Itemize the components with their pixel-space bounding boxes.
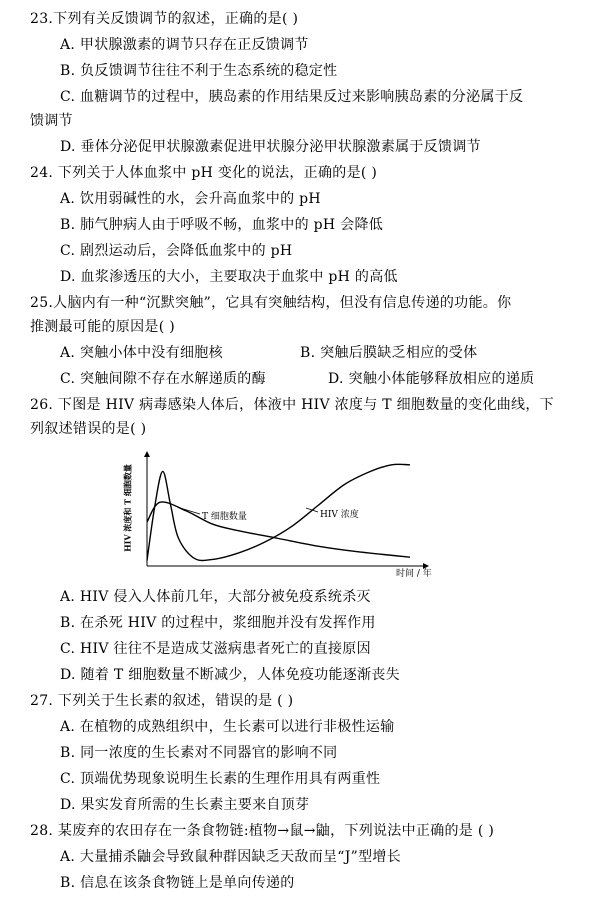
q23-option-c-line2: 馈调节 [30,113,73,129]
hiv-label-leader [306,508,318,512]
hiv-tcell-chart [120,448,450,586]
q26-option-d: D. 随着 T 细胞数量不断减少，人体免疫功能逐渐丧失 [60,667,400,683]
q26-option-b: B. 在杀死 HIV 的过程中，浆细胞并没有发挥作用 [60,615,376,631]
q24-option-d: D. 血浆渗透压的大小，主要取决于血浆中 pH 的高低 [60,269,398,285]
t-cell-series-label: T 细胞数量 [202,512,247,522]
q26-option-a: A. HIV 侵入人体前几年，大部分被免疫系统杀灭 [60,589,371,605]
q23-option-b: B. 负反馈调节往往不利于生态系统的稳定性 [60,63,338,79]
q25-option-b: B. 突触后膜缺乏相应的受体 [300,345,478,361]
q27-option-b: B. 同一浓度的生长素对不同器官的影响不同 [60,745,338,761]
q28-stem: 28. 某废弃的农田存在一条食物链:植物→鼠→鼬，下列说法中正确的是 ( ) [30,823,495,839]
q28-option-b: B. 信息在该条食物链上是单向传递的 [60,875,295,891]
q23-stem: 23.下列有关反馈调节的叙述，正确的是( ) [30,11,299,27]
q25-stem-line1: 25.人脑内有一种“沉默突触”，它具有突触结构，但没有信息传递的功能。你 [30,295,512,311]
q27-option-a: A. 在植物的成熟组织中，生长素可以进行非极性运输 [60,719,395,735]
q25-option-d: D. 突触小体能够释放相应的递质 [328,371,535,387]
q23-option-d: D. 垂体分泌促甲状腺激素促进甲状腺分泌甲状腺激素属于反馈调节 [60,139,481,155]
q26-stem-line2: 列叙述错误的是( ) [30,421,147,437]
q27-option-c: C. 顶端优势现象说明生长素的生理作用具有两重性 [60,771,381,787]
q26-option-c: C. HIV 往往不是造成艾滋病患者死亡的直接原因 [60,641,371,657]
q23-option-c-line1: C. 血糖调节的过程中，胰岛素的作用结果反过来影响胰岛素的分泌属于反 [60,89,524,105]
chart-x-axis-label: 时间 / 年 [396,569,432,579]
q26-stem-line1: 26. 下图是 HIV 病毒感染人体后，体液中 HIV 浓度与 T 细胞数量的变化曲线，下 [30,397,554,413]
q24-option-b: B. 肺气肿病人由于呼吸不畅，血浆中的 pH 会降低 [60,217,384,233]
q24-option-c: C. 剧烈运动后，会降低血浆中的 pH [60,243,293,259]
q24-option-a: A. 饮用弱碱性的水，会升高血浆中的 pH [60,191,321,207]
hiv-series-label: HIV 浓度 [320,510,359,520]
q24-stem: 24. 下列关于人体血浆中 pH 变化的说法，正确的是( ) [30,165,378,181]
chart-y-axis-label: HIV 浓度和 T 细胞数量 [122,464,133,552]
q27-option-d: D. 果实发育所需的生长素主要来自顶芽 [60,797,310,813]
q28-option-a: A. 大量捕杀鼬会导致鼠种群因缺乏天敌而呈“J”型增长 [60,849,402,865]
q23-option-a: A. 甲状腺激素的调节只存在正反馈调节 [60,37,309,53]
q25-option-c: C. 突触间隙不存在水解递质的酶 [60,371,266,387]
q25-stem-line2: 推测最可能的原因是( ) [30,319,175,335]
q25-option-a: A. 突触小体中没有细胞核 [60,345,223,361]
q27-stem: 27. 下列关于生长素的叙述，错误的是 ( ) [30,693,294,709]
hiv-series-line [147,464,410,560]
